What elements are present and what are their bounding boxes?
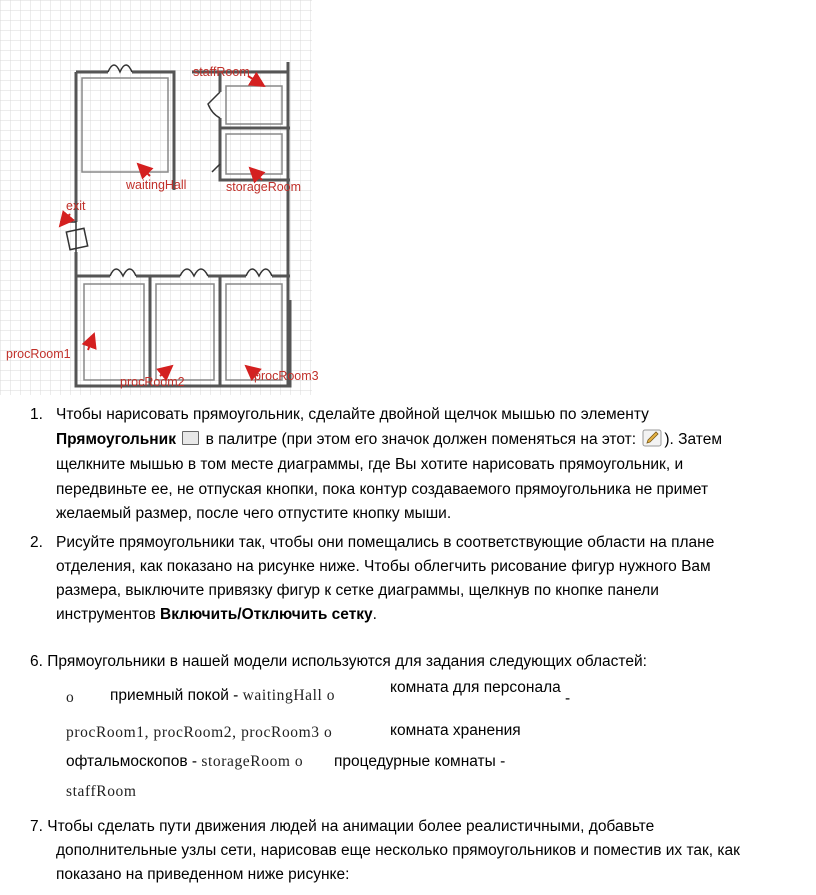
step1-line4: передвиньте ее, не отпуская кнопки, пока контур создаваемого прямоугольника не примет <box>56 481 709 498</box>
label-procRoom2: procRoom2 <box>120 375 185 389</box>
item3-code: storageRoom <box>201 753 291 770</box>
bold-rectangle: Прямоугольник <box>56 431 176 448</box>
step1-line2-mid: в палитре (при этом его значок должен поменяться на этот: <box>205 431 637 448</box>
bold-grid-toggle: Включить/Отключить сетку <box>160 606 373 623</box>
step6-item3-text: комната хранения <box>390 722 521 739</box>
bullet-3: o <box>323 724 333 741</box>
step6-intro: 6. Прямоугольники в нашей модели используются для задания следующих областей: <box>30 653 647 670</box>
step6-item4-code-line <box>66 780 137 804</box>
step1-line2 <box>56 428 722 452</box>
label-staffRoom: staffRoom <box>193 65 250 79</box>
step2-line4 <box>56 603 377 627</box>
item1-text: приемный покой - <box>110 687 243 704</box>
label-procRoom1: procRoom1 <box>6 347 71 361</box>
step6-item1 <box>110 684 335 708</box>
label-exit: exit <box>66 199 86 213</box>
item1-code: waitingHall <box>242 687 323 704</box>
step2-line1: Рисуйте прямоугольники так, чтобы они помещались в соответствующие области на плане <box>56 534 715 551</box>
rectangle-icon <box>182 431 199 445</box>
item4-code: staffRoom <box>66 783 137 800</box>
bullet-2: o <box>326 687 336 704</box>
step2-number: 2. <box>30 534 43 551</box>
step6-item4-text: процедурные комнаты - <box>334 753 506 770</box>
item3-text2: офтальмоскопов - <box>66 753 202 770</box>
step6-item3-line <box>66 750 303 774</box>
bullet-1: o <box>66 689 75 706</box>
bullet-4: o <box>294 753 304 770</box>
label-procRoom3: procRoom3 <box>254 369 319 383</box>
pencil-icon <box>642 429 662 447</box>
step1-line2-end: ). Затем <box>664 431 722 448</box>
step6-item2-text: комната для персонала <box>390 679 561 696</box>
step7-line3: показано на приведенном ниже рисунке: <box>56 866 350 883</box>
step2-line4-pre: инструментов <box>56 606 156 623</box>
step1-line1: Чтобы нарисовать прямоугольник, сделайте двойной щелчок мышью по элементу <box>56 406 649 423</box>
step1-number: 1. <box>30 406 43 423</box>
item2-code: procRoom1, procRoom2, procRoom3 <box>66 724 320 741</box>
step1-line3: щелкните мышью в том месте диаграммы, где Вы хотите нарисовать прямоугольник, и <box>56 456 684 473</box>
step6-item2-dash: - <box>565 690 571 707</box>
step7-line1: 7. Чтобы сделать пути движения людей на анимации более реалистичными, добавьте <box>30 818 655 835</box>
step2-line2: отделения, как показано на рисунке ниже. Чтобы облегчить рисование фигур нужного Вам <box>56 558 711 575</box>
label-waitingHall: waitingHall <box>126 178 187 192</box>
floor-plan-diagram <box>0 0 340 400</box>
label-storageRoom: storageRoom <box>226 180 302 194</box>
step6-item2-codes <box>66 721 332 745</box>
step2-line4-end: . <box>372 606 377 623</box>
step1-line5: желаемый размер, после чего отпустите кнопку мыши. <box>56 505 452 522</box>
step7-line2: дополнительные узлы сети, нарисовав еще несколько прямоугольников и поместив их так, как <box>56 842 740 859</box>
step2-line3: размера, выключите привязку фигур к сетке диаграммы, щелкнув по кнопке панели <box>56 582 659 599</box>
